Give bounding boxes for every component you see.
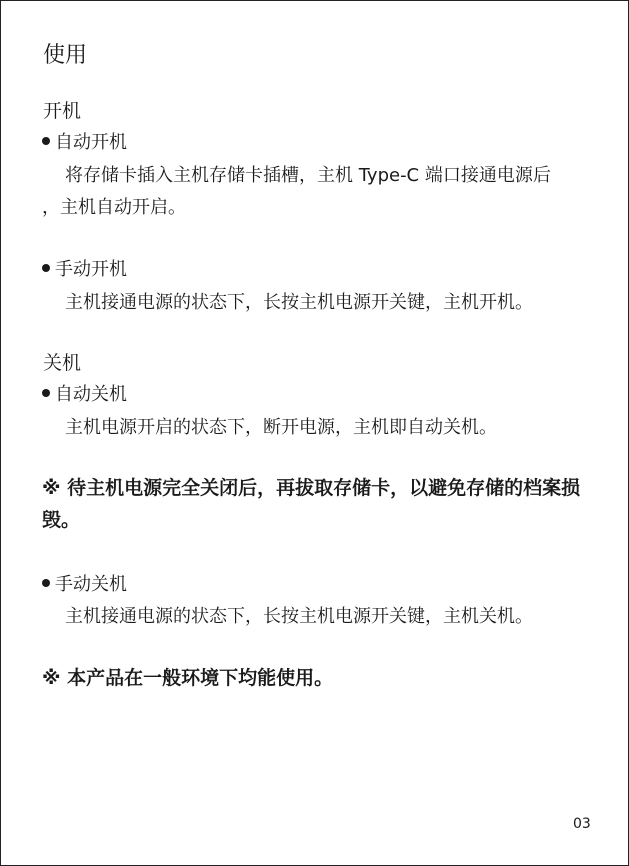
bullet-icon	[42, 264, 50, 272]
bullet-icon	[42, 389, 50, 397]
bullet-icon	[42, 579, 50, 587]
environment-note: ※ 本产品在一般环境下均能使用。	[42, 667, 334, 689]
page-title: 使用	[43, 43, 88, 68]
auto-power-on-label: 自动开机	[55, 132, 127, 153]
auto-power-on-text-line1: 将存储卡插入主机存储卡插槽，主机 Type-C 端口接通电源后	[65, 165, 551, 186]
bullet-icon	[42, 137, 50, 145]
manual-power-off-label: 手动关机	[55, 574, 127, 595]
manual-power-on-text: 主机接通电源的状态下，长按主机电源开关键，主机开机。	[65, 292, 533, 313]
auto-power-on-item	[42, 128, 127, 154]
manual-power-off-item	[42, 570, 127, 596]
auto-power-off-text: 主机电源开启的状态下，断开电源，主机即自动关机。	[65, 417, 497, 438]
manual-power-off-text: 主机接通电源的状态下，长按主机电源开关键，主机关机。	[65, 606, 533, 627]
storage-card-warning: ※ 待主机电源完全关闭后，再拔取存储卡，以避免存储的档案损毁。	[42, 477, 581, 531]
auto-power-on-text-line2: ，主机自动开启。	[42, 197, 186, 218]
manual-power-on-item	[42, 255, 127, 281]
auto-power-off-item	[42, 380, 127, 406]
power-on-heading: 开机	[43, 100, 82, 122]
power-off-heading: 关机	[43, 352, 82, 374]
page-number: 03	[573, 816, 591, 832]
auto-power-off-label: 自动关机	[55, 384, 127, 405]
manual-power-on-label: 手动开机	[55, 259, 127, 280]
